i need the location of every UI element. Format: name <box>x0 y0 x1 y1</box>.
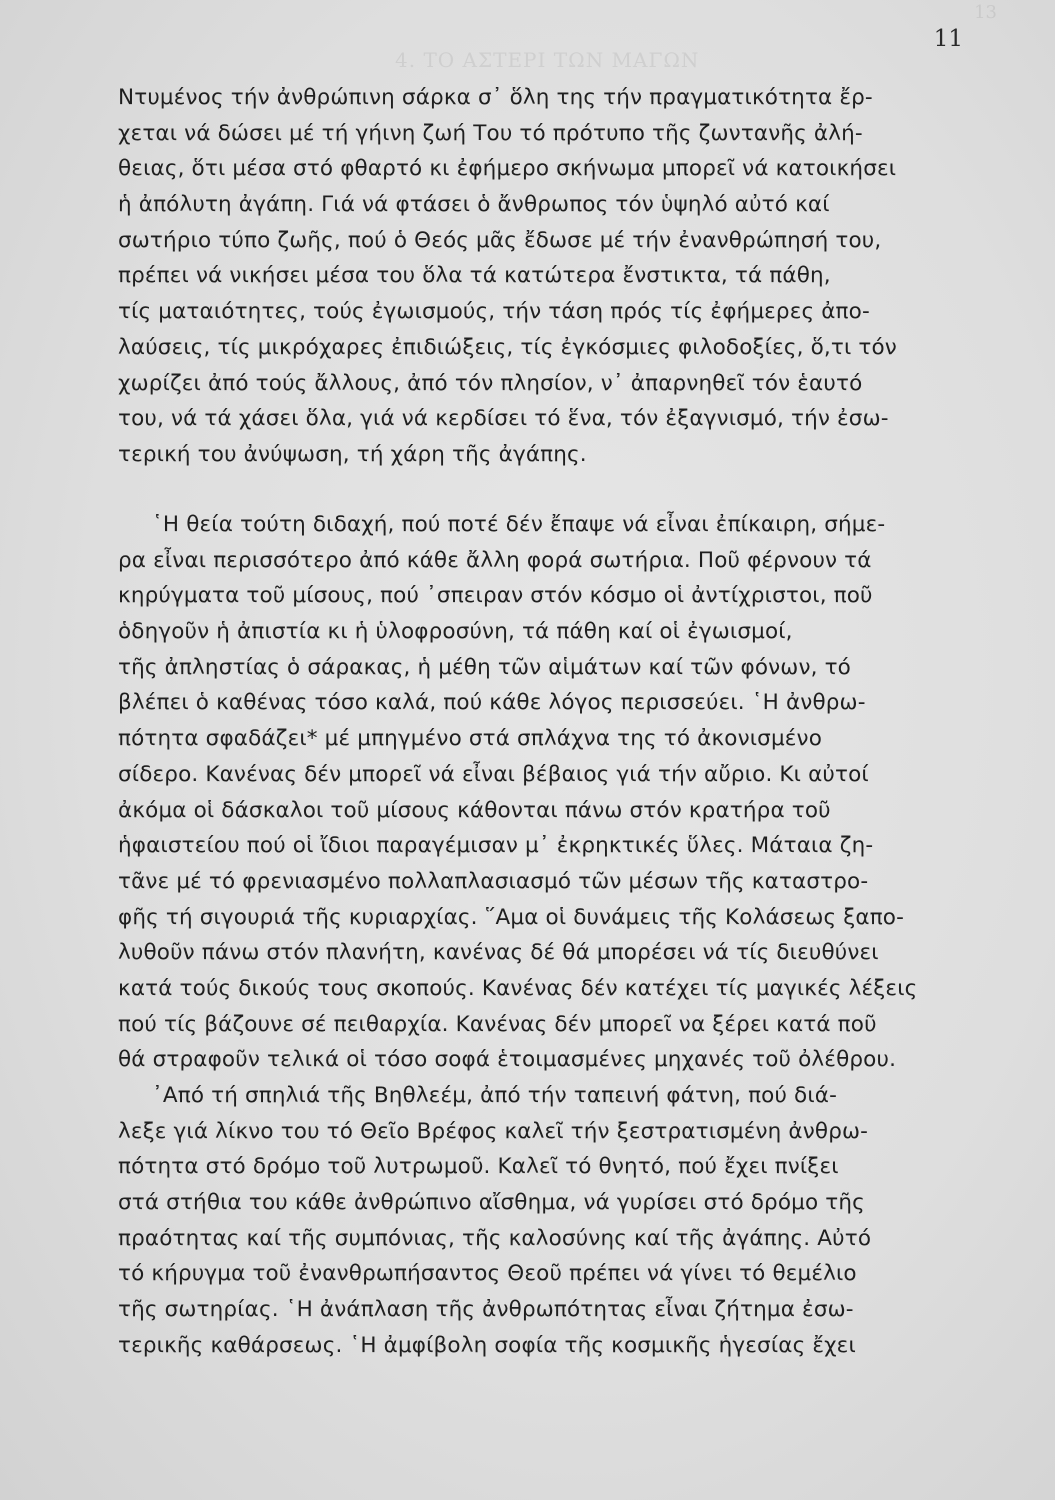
text-line: σωτήριο τύπο ζωῆς, πού ὁ Θεός μᾶς ἔδωσε μέ τήν ἐνανθρώπησή του, <box>118 227 882 253</box>
text-line: τερικῆς καθάρσεως. ῾Η ἀμφίβολη σοφία τῆς κοσμικῆς ἡγεσίας ἔχει <box>118 1332 856 1358</box>
text-line: σίδερο. Κανένας δέν μπορεῖ νά εἶναι βέβαιος γιά τήν αὔριο. Κι αὐτοί <box>118 761 869 787</box>
text-line: τῆς ἀπληστίας ὁ σάρακας, ἡ μέθη τῶν αἱμάτων καί τῶν φόνων, τό <box>118 654 851 680</box>
text-line: χωρίζει ἀπό τούς ἄλλους, ἀπό τόν πλησίον, ν᾽ ἀπαρνηθεῖ τόν ἑαυτό <box>118 370 863 396</box>
text-line: τίς ματαιότητες, τούς ἐγωισμούς, τήν τάση πρός τίς ἐφήμερες ἀπο- <box>118 299 870 325</box>
text-line: θά στραφοῦν τελικά οἱ τόσο σοφά ἑτοιμασμένες μηχανές τοῦ ὀλέθρου. <box>118 1047 897 1073</box>
text-line: ῾Η θεία τούτη διδαχή, πού ποτέ δέν ἔπαψε νά εἶναι ἐπίκαιρη, σήμε- <box>152 512 886 537</box>
text-line: τῆς σωτηρίας. ῾Η ἀνάπλαση τῆς ἀνθρωπότητας εἶναι ζήτημα ἐσω- <box>118 1297 854 1323</box>
text-line: κηρύγματα τοῦ μίσους, πού ᾽σπειραν στόν κόσμο οἱ ἀντίχριστοι, ποῦ <box>118 583 873 609</box>
paragraph-1 <box>118 80 960 473</box>
text-line: ἡφαιστείου πού οἱ ἴδιοι παραγέμισαν μ᾽ ἐκρηκτικές ὕλες. Μάταια ζη- <box>118 833 874 859</box>
text-line: ᾽Από τή σπηλιά τῆς Βηθλεέμ, ἀπό τήν ταπεινή φάτνη, πού διά- <box>152 1083 837 1108</box>
text-line: πότητα στό δρόμο τοῦ λυτρωμοῦ. Καλεῖ τό θνητό, πού ἔχει πνίξει <box>118 1154 839 1180</box>
text-line: τᾶνε μέ τό φρενιασμένο πολλαπλασιασμό τῶν μέσων τῆς καταστρο- <box>118 868 869 894</box>
text-line: πού τίς βάζουνε σέ πειθαρχία. Κανένας δέν μπορεῖ να ξέρει κατά ποῦ <box>118 1011 877 1037</box>
text-line: στά στήθια του κάθε ἀνθρώπινο αἴσθημα, νά γυρίσει στό δρόμο τῆς <box>118 1190 865 1216</box>
text-line: φῆς τή σιγουριά τῆς κυριαρχίας. ῞Αμα οἱ δυνάμεις τῆς Κολάσεως ξαπο- <box>118 904 905 930</box>
text-line: ἀκόμα οἱ δάσκαλοι τοῦ μίσους κάθονται πάνω στόν κρατήρα τοῦ <box>118 797 831 823</box>
text-line: Ντυμένος τήν ἀνθρώπινη σάρκα σ᾽ ὅλη της τήν πραγματικότητα ἔρ- <box>118 85 873 110</box>
text-line: τερική του ἀνύψωση, τή χάρη τῆς ἀγάπης. <box>118 441 587 467</box>
text-line: λυθοῦν πάνω στόν πλανήτη, κανένας δέ θά μπορέσει νά τίς διευθύνει <box>118 940 879 966</box>
bleed-through-header: 4. ΤΟ ΑΣΤΕΡΙ ΤΩΝ ΜΑΓΩΝ <box>395 48 700 72</box>
text-line: θειας, ὅτι μέσα στό φθαρτό κι ἐφήμερο σκήνωμα μπορεῖ νά κατοικήσει <box>118 156 897 182</box>
text-line: τό κήρυγμα τοῦ ἐνανθρωπήσαντος Θεοῦ πρέπει νά γίνει τό θεμέλιο <box>118 1261 857 1287</box>
text-line: χεται νά δώσει μέ τή γήινη ζωή Του τό πρότυπο τῆς ζωντανῆς ἀλή- <box>118 120 863 146</box>
text-line: λεξε γιά λίκνο του τό Θεῖο Βρέφος καλεῖ τήν ξεστρατισμένη ἀνθρω- <box>118 1118 869 1144</box>
text-line: ὁδηγοῦν ἡ ἀπιστία κι ἡ ὑλοφροσύνη, τά πάθη καί οἱ ἐγωισμοί, <box>118 619 793 645</box>
bleed-through-page-number: 13 <box>974 2 997 23</box>
text-line: βλέπει ὁ καθένας τόσο καλά, πού κάθε λόγος περισσεύει. ῾Η ἀνθρω- <box>118 690 866 716</box>
text-line: ἡ ἀπόλυτη ἀγάπη. Γιά νά φτάσει ὁ ἄνθρωπος τόν ὑψηλό αὐτό καί <box>118 192 830 218</box>
text-line: λαύσεις, τίς μικρόχαρες ἐπιδιώξεις, τίς ἐγκόσμιες φιλοδοξίες, ὅ,τι τόν <box>118 334 897 360</box>
text-line: πραότητας καί τῆς συμπόνιας, τῆς καλοσύνης καί τῆς ἀγάπης. Αὐτό <box>118 1225 872 1251</box>
text-line: πρέπει νά νικήσει μέσα του ὅλα τά κατώτερα ἔνστικτα, τά πάθη, <box>118 263 831 289</box>
text-line: κατά τούς δικούς τους σκοπούς. Κανένας δέν κατέχει τίς μαγικές λέξεις <box>118 975 918 1001</box>
text-line: ρα εἶναι περισσότερο ἀπό κάθε ἄλλη φορά σωτήρια. Ποῦ φέρνουν τά <box>118 547 872 573</box>
paragraph-2 <box>118 507 960 1364</box>
page-number: 11 <box>933 26 963 52</box>
text-line: του, νά τά χάσει ὅλα, γιά νά κερδίσει τό ἕνα, τόν ἐξαγνισμό, τήν ἐσω- <box>118 406 889 432</box>
text-line: πότητα σφαδάζει* μέ μπηγμένο στά σπλάχνα της τό ἀκονισμένο <box>118 726 823 752</box>
